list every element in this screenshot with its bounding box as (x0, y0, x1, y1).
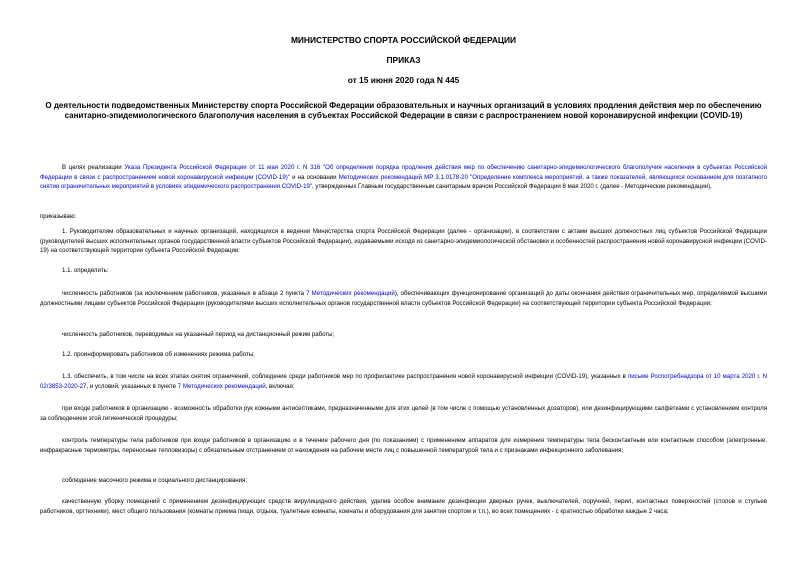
temperature-control-paragraph: контроль температуры тела работников при входе работников в организацию и в течение рабочего дня (по показаниям) с применением аппаратов для измерения температуры тела бесконтактным или контактным способом (электронные, инфракрасные термометры, переносные тепловизоры) с обязательным отстранением от нахождения на рабочем месте лиц с повышенной температурой тела и с признаками инфекционного заболевания; (40, 437, 767, 454)
guidelines-item7-link-2[interactable]: 7 Методических рекомендаций (177, 382, 266, 390)
paragraph-1-1: 1.1. определить: (62, 267, 109, 274)
entry-hygiene-paragraph: при входе работников в организацию - возможность обработки рук кожными антисептиками, предназначенными для этих целей (в том числе с помощью установленных дозаторов), или дезинфицирующими салфетками с установлением контроля за соблюдением этой гигиенической процедуры; (40, 405, 767, 422)
paragraph-1: 1. Руководителям образовательных и научных организаций, находящихся в ведении Министерства спорта Российской Федерации (далее - организации), в соответствии с актами высших должностных лиц субъектов Российской Федерации (руководителей высших исполнительных органов государственной власти субъектов Российской Федерации), издаваемыми исходя из санитарно-эпидемиологической обстановки и особенностей распространения новой коронавирусной инфекции (COVID-19) на соответствующей территории субъекта Российской Федерации: (40, 228, 767, 255)
preamble-text-1: В целях реализации (62, 164, 125, 171)
document-date: от 15 июня 2020 года N 445 (347, 75, 460, 85)
paragraph-1-3 (40, 372, 767, 391)
document-type: ПРИКАЗ (386, 55, 421, 65)
p13-text-2: , и условий, указанных в пункте (86, 382, 178, 390)
decree-link[interactable]: Указа Президента Российской Федерации от 11 мая 2020 г. N 316 "Об определении порядка продления действия мер по обеспечению санитарно-эпидемиологического благополучия населения в субъектах Российской Федерации в связи с распространением новой коронавирусной инфекции (COVID-19)" (40, 164, 767, 181)
preamble-paragraph (40, 163, 767, 192)
paragraph-1-2: 1.2. проинформировать работников об изменениях режима работы; (62, 351, 255, 358)
remote-staff-paragraph: численность работников, переводимых на указанный период на дистанционный режим работы; (62, 331, 335, 338)
guidelines-item7-link[interactable]: 7 Методических рекомендаций (306, 290, 395, 297)
preamble-text-3: , утвержденных Главным государственным санитарным врачом Российской Федерации 8 мая 2020 г. (далее - Методические рекомендации), (312, 183, 712, 191)
ministry-heading: МИНИСТЕРСТВО СПОРТА РОССИЙСКОЙ ФЕДЕРАЦИИ (290, 35, 517, 45)
preamble-text-2: и на основании (289, 173, 339, 181)
p13-text-3: , включая: (265, 382, 295, 390)
staff-count-paragraph (40, 289, 767, 308)
staff-text-1: численность работников (за исключением работников, указанных в абзаце 2 пункта (62, 290, 307, 297)
p13-text-1: 1.3. обеспечить, в том числе на всех этапах снятия ограничений, соблюдение среди работников мер по профилактике распространения новой коронавирусной инфекции (COVID-19), указанных в (62, 373, 628, 380)
rospotrebnadzor-letter-link[interactable]: письме Роспотребнадзора от 10 марта 2020 г. N 02/3853-2020-27 (40, 373, 768, 390)
mask-regime-paragraph: соблюдение масочного режима и социального дистанцирования; (62, 477, 248, 484)
cleaning-paragraph: качественную уборку помещений с применением дезинфицирующих средств вирулицидного действия, уделив особое внимание дезинфекции дверных ручек, выключателей, поручней, перил, контактных поверхностей (столов и стульев работников, оргтехники), мест общего пользования (комнаты приема пищи, отдыха, туалетные комнаты, комнаты и оборудования для занятия спортом и т.п.), во всех помещениях - с кратностью обработки каждые 2 часа; (40, 498, 767, 515)
staff-text-2: ), обеспечивающих функционирование организаций до даты окончания действия ограничительных мер, определяемой высшими должностными лицами субъектов Российской Федерации (руководителями высших исполнительных органов государственной власти субъектов Российской Федерации) на соответствующей территории субъекта Российской Федерации; (40, 290, 767, 307)
document-title: О деятельности подведомственных Министерству спорта Российской Федерации образовательных и научных организаций в условиях продления действия мер по обеспечению санитарно-эпидемиологического благополучия населения в субъектах Российской Федерации в связи с распространением новой коронавирусной инфекции (COVID-19) (45, 101, 762, 120)
order-word: приказываю: (40, 213, 77, 220)
guidelines-link[interactable]: Методических рекомендаций МР 3.1.0178-20 "Определение комплекса мероприятий, а также показателей, являющихся основанием для поэтапного снятия ограничительных мероприятий в условиях эпидемического распространения COVID-19" (40, 173, 767, 191)
